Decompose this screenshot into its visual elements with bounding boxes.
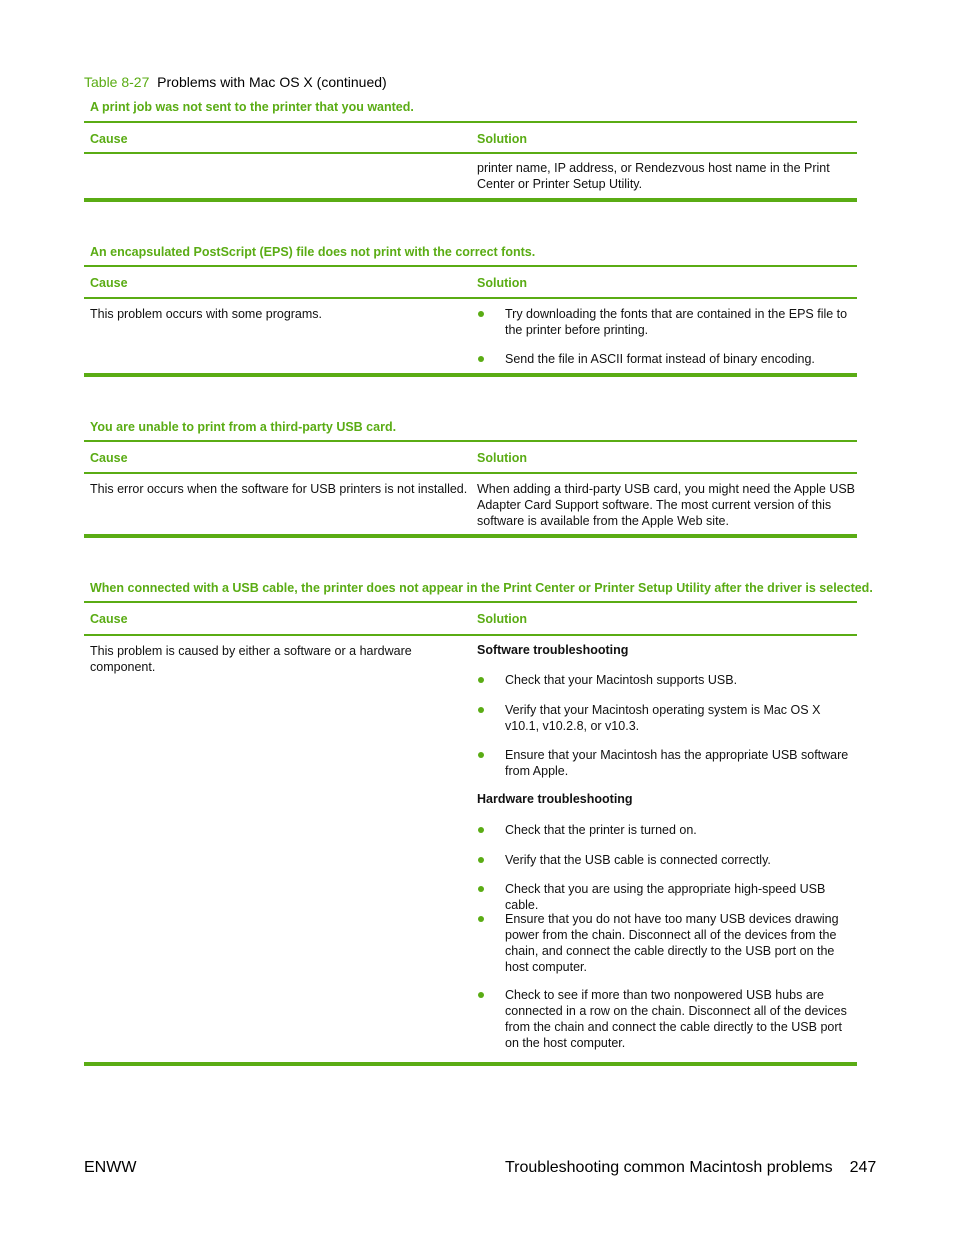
cause-header: Cause [90,276,128,290]
solution-header: Solution [477,451,527,465]
bullet-icon [478,886,484,892]
list-item: Verify that the USB cable is connected correctly. [477,852,857,868]
bullet-icon [478,992,484,998]
list-item: Ensure that your Macintosh has the appropriate USB software from Apple. [477,747,857,779]
list-item: Check to see if more than two nonpowered USB hubs are connected in a row on the chain. Disconnect all of the devices from the chain and connect the cable directly to the USB port on the host computer. [477,987,857,1051]
cause-header: Cause [90,451,128,465]
page-number: 247 [849,1159,877,1176]
solution-cell: printer name, IP address, or Rendezvous host name in the Print Center or Printer Setup Utility. [477,161,830,191]
table-end-rule [84,373,857,377]
table-end-rule [84,198,857,202]
table-title: Problems with Mac OS X (continued) [157,74,387,90]
table-number: Table 8-27 [84,74,150,90]
section-title: You are unable to print from a third-party USB card. [90,420,397,434]
list-item: Verify that your Macintosh operating system is Mac OS X v10.1, v10.2.8, or v10.3. [477,702,857,734]
hardware-troubleshooting-heading: Hardware troubleshooting [477,792,633,806]
bullet-icon [478,311,484,317]
bullet-icon [478,752,484,758]
header-rule-bottom [84,472,857,474]
bullet-icon [478,857,484,863]
software-troubleshooting-heading: Software troubleshooting [477,643,629,657]
solution-cell: When adding a third-party USB card, you might need the Apple USB Adapter Card Support software. The most current version of this software is available from the Apple Web site. [477,482,855,528]
solution-header: Solution [477,132,527,146]
header-rule-bottom [84,297,857,299]
list-item: Check that the printer is turned on. [477,822,857,838]
footer-section-title: Troubleshooting common Macintosh problems [505,1159,833,1176]
header-rule-top [84,121,857,123]
cause-header: Cause [90,132,128,146]
section-title: When connected with a USB cable, the printer does not appear in the Print Center or Printer Setup Utility after the driver is selected. [90,581,873,595]
header-rule-top [84,440,857,442]
table-end-rule [84,1062,857,1066]
bullet-icon [478,916,484,922]
cause-cell: This error occurs when the software for USB printers is not installed. [90,482,468,496]
solution-header: Solution [477,612,527,626]
list-item: Check that you are using the appropriate high-speed USB cable. [477,881,857,913]
list-item: Send the file in ASCII format instead of binary encoding. [477,351,857,367]
header-rule-top [84,601,857,603]
solution-header: Solution [477,276,527,290]
table-end-rule [84,534,857,538]
list-item: Try downloading the fonts that are contained in the EPS file to the printer before printing. [477,306,857,338]
bullet-icon [478,677,484,683]
list-item: Check that your Macintosh supports USB. [477,672,857,688]
header-rule-top [84,265,857,267]
header-rule-bottom [84,152,857,154]
header-rule-bottom [84,634,857,636]
bullet-icon [478,356,484,362]
bullet-icon [478,707,484,713]
cause-cell: This problem is caused by either a software or a hardware component. [90,644,412,674]
bullet-icon [478,827,484,833]
list-item: Ensure that you do not have too many USB devices drawing power from the chain. Disconnect all of the devices from the chain, and connect the cable directly to the USB port on the host computer. [477,911,857,975]
cause-cell: This problem occurs with some programs. [90,307,323,321]
cause-header: Cause [90,612,128,626]
footer-locale: ENWW [84,1159,137,1176]
footer-running-title [505,1159,876,1177]
table-caption [84,74,387,90]
section-title: A print job was not sent to the printer that you wanted. [90,100,414,114]
section-title: An encapsulated PostScript (EPS) file does not print with the correct fonts. [90,245,536,259]
